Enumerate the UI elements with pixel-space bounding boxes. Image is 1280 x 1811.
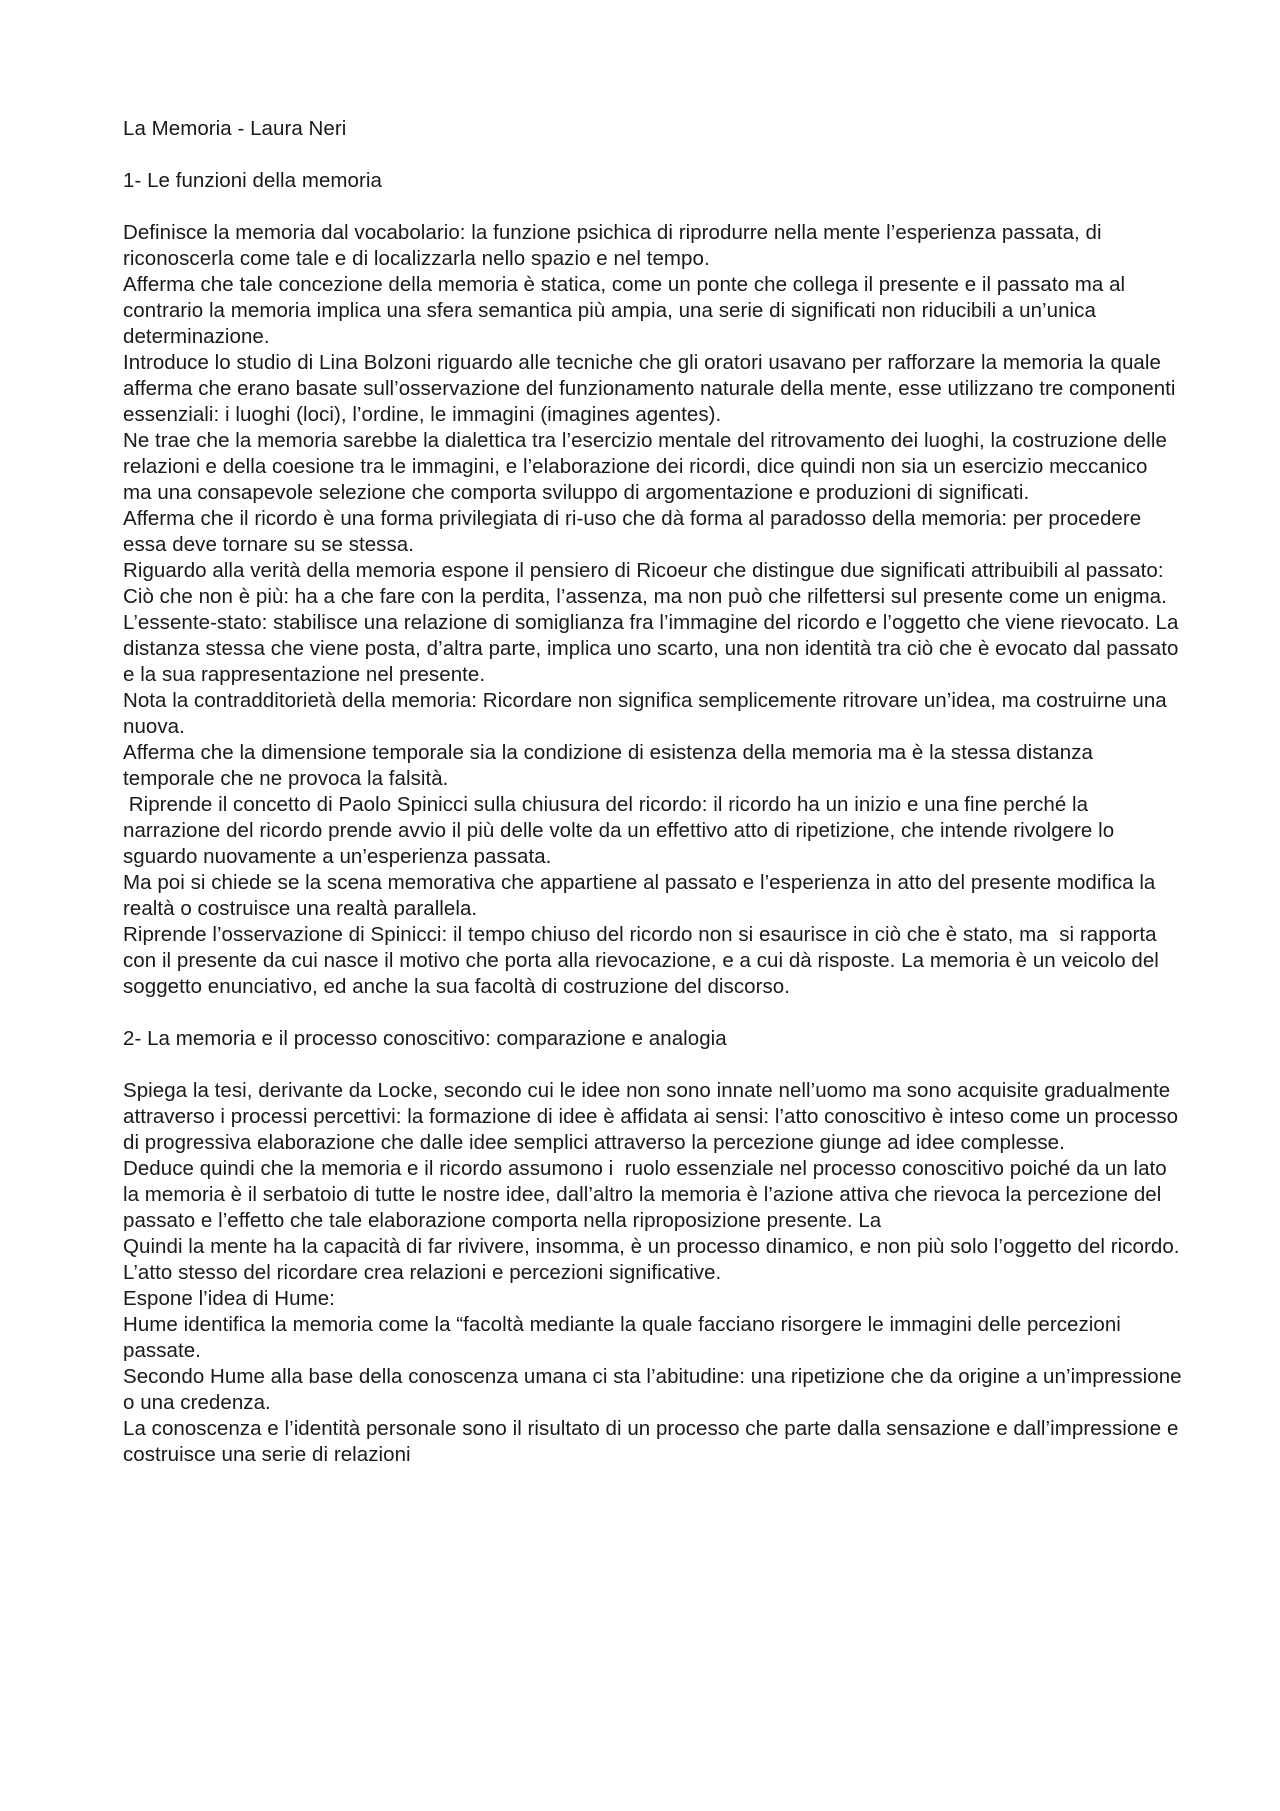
paragraph: Afferma che la dimensione temporale sia la condizione di esistenza della memoria ma è la stessa distanza temporale che ne provoca la falsità.: [123, 741, 1099, 790]
document-title: La Memoria - Laura Neri: [123, 117, 347, 140]
section-body: [123, 220, 1183, 1000]
section-heading: 2- La memoria e il processo conoscitivo: comparazione e analogia: [123, 1027, 727, 1050]
paragraph: Espone l’idea di Hume:: [123, 1287, 335, 1310]
paragraph: La conoscenza e l’identità personale sono il risultato di un processo che parte dalla sensazione e dall’impressione e costruisce una serie di relazioni: [123, 1417, 1185, 1466]
paragraph: Secondo Hume alla base della conoscenza umana ci sta l’abitudine: una ripetizione che da origine a un’impressione o una credenza.: [123, 1365, 1188, 1414]
paragraph: Riprende l’osservazione di Spinicci: il tempo chiuso del ricordo non si esaurisce in ciò che è stato, ma si rapporta con il presente da cui nasce il motivo che porta alla rievocazione, e a cui dà risposte. La memoria è un veicolo del soggetto enunciativo, ed anche la sua facoltà di costruzione del discorso.: [123, 923, 1165, 998]
section-1: [123, 168, 1183, 1000]
paragraph: Ciò che non è più: ha a che fare con la perdita, l’assenza, ma non può che rilfettersi sul presente come un enigma.: [123, 585, 1167, 608]
paragraph: Hume identifica la memoria come la “facoltà mediante la quale facciano risorgere le immagini delle percezioni passate.: [123, 1313, 1127, 1362]
paragraph: Nota la contradditorietà della memoria: Ricordare non significa semplicemente ritrovare un’idea, ma costruirne una nuova.: [123, 689, 1173, 738]
paragraph: Ma poi si chiede se la scena memorativa che appartiene al passato e l’esperienza in atto del presente modifica la realtà o costruisce una realtà parallela.: [123, 871, 1162, 920]
paragraph: Riguardo alla verità della memoria espone il pensiero di Ricoeur che distingue due significati attribuibili al passato:: [123, 559, 1164, 582]
paragraph: Introduce lo studio di Lina Bolzoni riguardo alle tecniche che gli oratori usavano per rafforzare la memoria la quale afferma che erano basate sull’osservazione del funzionamento naturale della mente, esse utilizzano tre componenti essenziali: i luoghi (loci), l’ordine, le immagini (imagines agentes).: [123, 351, 1182, 426]
section-body: [123, 1078, 1188, 1468]
paragraph: Riprende il concetto di Paolo Spinicci sulla chiusura del ricordo: il ricordo ha un inizio e una fine perché la narrazione del ricordo prende avvio il più delle volte da un effettivo atto di ripetizione, che intende rivolgere lo sguardo nuovamente a un’esperienza passata.: [123, 793, 1120, 868]
paragraph: Ne trae che la memoria sarebbe la dialettica tra l’esercizio mentale del ritrovamento dei luoghi, la costruzione delle relazioni e della coesione tra le immagini, e l’elaborazione dei ricordi, dice quindi non sia un esercizio meccanico ma una consapevole selezione che comporta sviluppo di argomentazione e produzioni di significati.: [123, 429, 1173, 504]
paragraph: Afferma che tale concezione della memoria è statica, come un ponte che collega il presente e il passato ma al contrario la memoria implica una sfera semantica più ampia, una serie di significati non riducibili a un’unica determinazione.: [123, 273, 1131, 348]
paragraph: L’essente-stato: stabilisce una relazione di somiglianza fra l’immagine del ricordo e l’oggetto che viene rievocato. La distanza stessa che viene posta, d’altra parte, implica uno scarto, una non identità tra ciò che è evocato dal passato e la sua rappresentazione nel presente.: [123, 611, 1185, 686]
paragraph: Definisce la memoria dal vocabolario: la funzione psichica di riprodurre nella mente l’esperienza passata, di riconoscerla come tale e di localizzarla nello spazio e nel tempo.: [123, 221, 1108, 270]
paragraph: Quindi la mente ha la capacità di far rivivere, insomma, è un processo dinamico, e non più solo l’oggetto del ricordo. L’atto stesso del ricordare crea relazioni e percezioni significative.: [123, 1235, 1186, 1284]
document-page: [123, 116, 1188, 1468]
section-2: [123, 1026, 1188, 1468]
section-heading: 1- Le funzioni della memoria: [123, 169, 382, 192]
paragraph: Deduce quindi che la memoria e il ricordo assumono i ruolo essenziale nel processo conoscitivo poiché da un lato la memoria è il serbatoio di tutte le nostre idee, dall’altro la memoria è l’azione attiva che rievoca la percezione del passato e l’effetto che tale elaborazione comporta nella riproposizione presente. La: [123, 1157, 1173, 1232]
paragraph: Afferma che il ricordo è una forma privilegiata di ri-uso che dà forma al paradosso della memoria: per procedere essa deve tornare su se stessa.: [123, 507, 1147, 556]
paragraph: Spiega la tesi, derivante da Locke, secondo cui le idee non sono innate nell’uomo ma sono acquisite gradualmente attraverso i processi percettivi: la formazione di idee è affidata ai sensi: l’atto conoscitivo è inteso come un processo di progressiva elaborazione che dalle idee semplici attraverso la percezione giunge ad idee complesse.: [123, 1079, 1184, 1154]
